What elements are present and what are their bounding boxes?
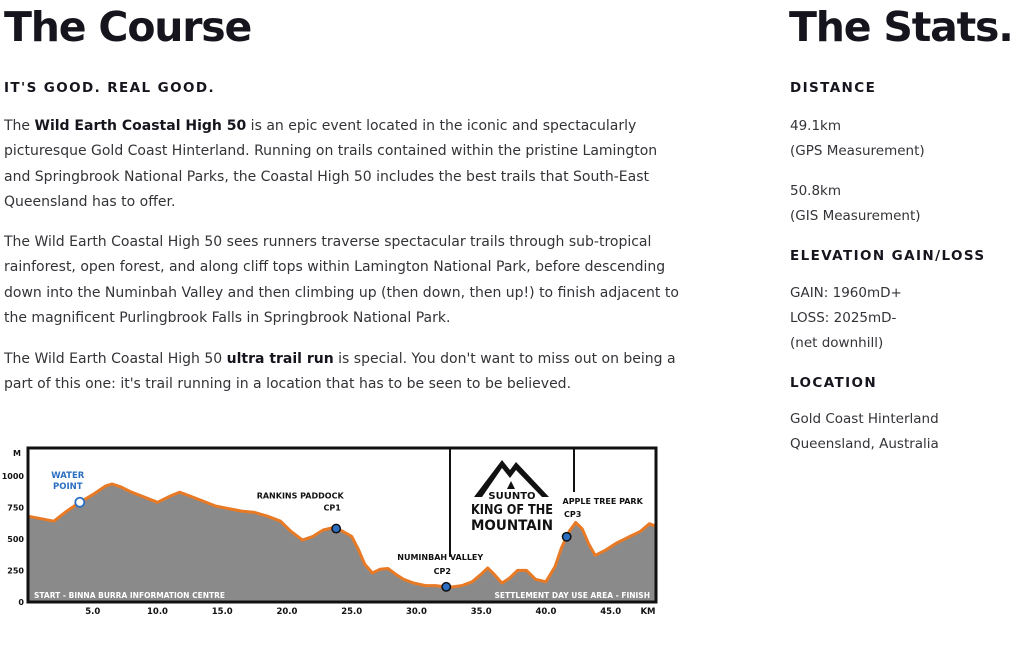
y-axis-unit: M [13,449,21,458]
x-tick-label: 10.0 [146,607,168,617]
checkpoint-marker [332,524,340,532]
distance-gps-value: 49.1km [790,118,842,134]
location-line-2: Queensland, Australia [790,436,939,452]
course-paragraph-2: The Wild Earth Coastal High 50 sees runners traverse spectacular trails through sub-tropical rainforest, open forest, and along cliff tops within Lamington National Park, before descending down into the Numinbah Valley and then climbing up (then down, then up!) to finish adjacent to the magnificent Purlingbrook Falls in Springbrook National Park. [4,234,679,326]
elevation-loss: LOSS: 2025mD- [790,310,897,326]
event-name-bold: Wild Earth Coastal High 50 [34,118,247,134]
x-tick-label: 45.0 [600,607,622,617]
checkpoint-code: CP1 [323,503,341,513]
logo-line-2: MOUNTAIN [471,518,553,534]
x-tick-label: 5.0 [85,607,101,617]
logo-line-1: KING OF THE [471,503,553,518]
distance-gps-note: (GPS Measurement) [790,143,925,159]
x-axis-unit: KM [640,607,656,617]
start-label: START - BINNA BURRA INFORMATION CENTRE [34,591,225,600]
y-tick-label: 750 [7,503,24,513]
x-tick-label: 15.0 [211,607,233,617]
checkpoint-code: CP2 [433,566,451,576]
ultra-trail-run-bold: ultra trail run [226,351,334,367]
elevation-net-note: (net downhill) [790,335,884,351]
location-line-1: Gold Coast Hinterland [790,411,939,427]
x-tick-label: 40.0 [535,607,557,617]
logo-brand: SUUNTO [488,491,536,502]
checkpoint-label: RANKINS PADDOCK [256,491,344,501]
elevation-profile-chart [1,440,664,620]
checkpoint-marker [562,533,570,541]
checkpoint-code: CP3 [563,509,582,519]
checkpoint-label: APPLE TREE PARK [562,496,643,506]
water-point-label: WATER [51,471,85,481]
y-tick-label: 500 [7,534,24,544]
course-paragraph-1: The Wild Earth Coastal High 50 is an epic event located in the iconic and spectacularly picturesque Gold Coast Hinterland. Running on trails contained within the pristine Lamington and Springbrook National Parks, the Coastal High 50 includes the best trails that South-East Queensland has to offer. [4,118,658,210]
water-point-marker [75,498,84,507]
y-tick-label: 1000 [1,471,24,481]
course-paragraph-3: The Wild Earth Coastal High 50 ultra trail run is special. You don't want to miss out on being a part of this one: it's trail running in a location that has to be seen to be believed. [4,351,676,393]
elevation-gain: GAIN: 1960mD+ [790,285,902,301]
finish-label: SETTLEMENT DAY USE AREA - FINISH [494,591,650,600]
distance-gis-note: (GIS Measurement) [790,208,921,224]
x-tick-label: 25.0 [341,607,363,617]
y-tick-label: 250 [7,566,24,576]
y-tick-label: 0 [18,598,24,607]
location-heading: LOCATION [790,375,878,391]
course-subheading: IT'S GOOD. REAL GOOD. [4,80,215,96]
water-point-label: POINT [53,482,83,492]
course-title: The Course [4,3,252,51]
elevation-heading: ELEVATION GAIN/LOSS [790,248,986,264]
distance-gis-value: 50.8km [790,183,842,199]
distance-heading: DISTANCE [790,80,877,96]
x-tick-label: 20.0 [276,607,298,617]
stats-title: The Stats. [789,3,1013,51]
x-tick-label: 30.0 [405,607,427,617]
checkpoint-marker [442,583,450,591]
checkpoint-label: NUMINBAH VALLEY [397,552,484,562]
x-tick-label: 35.0 [470,607,492,617]
